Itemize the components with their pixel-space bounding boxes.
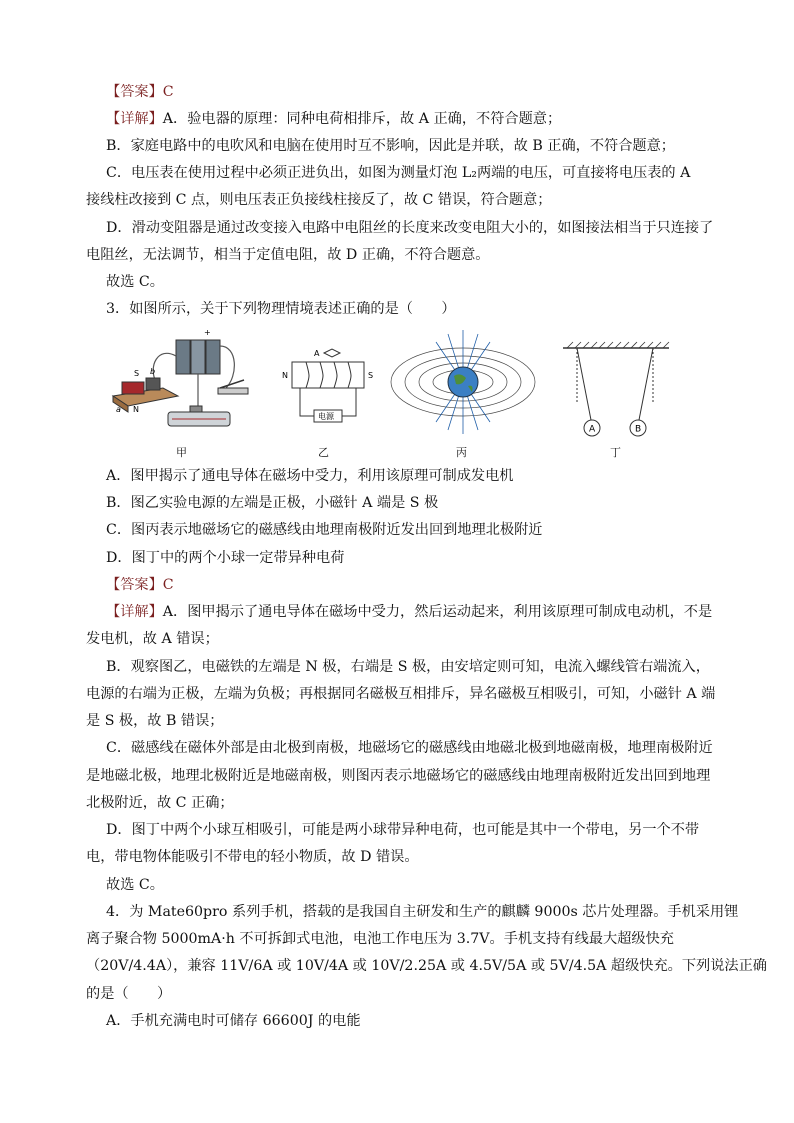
jia-label-b: b	[150, 367, 156, 376]
jia-label-N: N	[133, 405, 139, 414]
q3-detail-c-line2: 是地磁北极，地理北极附近是地磁南极，则图丙表示地磁场它的磁感线由地理南极附近发出回到地理	[86, 768, 711, 784]
yi-label-A: A	[314, 349, 320, 358]
q3-detail-b-line2: 电源的右端为正极，左端为负极；再根据同名磁极互相排斥，异名磁极互相吸引，可知，小磁针 A 端	[86, 686, 716, 702]
q4-stem-line3: （20V/4.4A），兼容 11V/6A 或 10V/4A 或 10V/2.25A 或 4.5V/5A 或 5V/4.5A 超级快充。下列说法正确	[86, 958, 767, 974]
q4-stem-line4: 的是（ ）	[86, 986, 172, 1002]
battery-plus-label: +	[204, 328, 211, 337]
q3-option-d: D．图丁中的两个小球一定带异种电荷	[106, 550, 345, 566]
ball-A-label: A	[589, 424, 596, 435]
jia-label-a: a	[116, 405, 121, 414]
q2-detail-a	[106, 109, 561, 129]
q2-detail-c-line2: 接线柱改接到 C 点，则电压表正负接线柱接反了，故 C 错误，符合题意；	[86, 192, 552, 208]
figure-yi-caption: 乙	[318, 446, 329, 459]
q3-detail-tag: 【详解】	[106, 604, 163, 620]
yi-label-N: N	[282, 371, 288, 380]
figure-jia-caption: 甲	[176, 446, 187, 459]
yi-power-label: 电源	[318, 412, 334, 421]
q3-stem: 3．如图所示，关于下列物理情境表述正确的是（ ）	[106, 301, 456, 317]
q2-detail-c-line1: C．电压表在使用过程中必须正进负出，如图为测量灯泡 L₂两端的电压，可直接将电压表的 A	[106, 165, 691, 181]
q3-detail-c-line3: 北极附近，故 C 正确；	[86, 795, 234, 811]
q3-option-c: C．图丙表示地磁场它的磁感线由地理南极附近发出回到地理北极附近	[106, 522, 543, 538]
q2-detail-d-line2: 电阻丝，无法调节，相当于定值电阻，故 D 正确，不符合题意。	[86, 247, 490, 263]
figure-bing	[388, 328, 538, 444]
q3-detail-d-line2: 电，带电物体能吸引不带电的轻小物质，故 D 错误。	[86, 849, 419, 865]
q3-detail-a-line2: 发电机，故 A 错误；	[86, 631, 219, 647]
yi-label-S: S	[368, 371, 374, 380]
figure-bing-caption: 丙	[456, 446, 467, 459]
q2-conclusion: 故选 C。	[106, 274, 164, 290]
q3-detail-d-line1: D．图丁中两个小球互相吸引，可能是两小球带异种电荷，也可能是其中一个带电，另一个不带	[106, 822, 700, 838]
q3-answer: 【答案】C	[106, 577, 174, 593]
q2-detail-a-text: A．验电器的原理：同种电荷相排斥，故 A 正确，不符合题意；	[162, 111, 562, 127]
figure-yi	[276, 346, 386, 446]
figure-ding	[563, 326, 673, 444]
q3-detail-b-line3: 是 S 极，故 B 错误；	[86, 713, 224, 729]
q3-option-b: B．图乙实验电源的左端是正极，小磁针 A 端是 S 极	[106, 495, 439, 511]
q3-detail-c-line1: C．磁感线在磁体外部是由北极到南极，地磁场它的磁感线由地磁北极到地磁南极，地理南极附近	[106, 740, 713, 756]
q3-detail-a-line1	[106, 602, 712, 622]
q2-detail-d-line1: D．滑动变阻器是通过改变接入电路中电阻丝的长度来改变电阻大小的，如图接法相当于只连接了	[106, 220, 714, 236]
q3-detail-b-line1: B．观察图乙，电磁铁的左端是 N 极，右端是 S 极，由安培定则可知，电流入螺线管右端流入，	[106, 659, 710, 675]
figure-jia	[108, 326, 258, 444]
q4-option-a: A．手机充满电时可储存 66600J 的电能	[106, 1013, 361, 1029]
q2-detail-tag: 【详解】	[106, 111, 163, 127]
q2-detail-b: B．家庭电路中的电吹风和电脑在使用时互不影响，因此是并联，故 B 正确，不符合题意；	[106, 138, 675, 154]
figure-ding-caption: 丁	[610, 446, 621, 459]
q3-figures	[108, 326, 678, 462]
q2-answer: 【答案】C	[106, 84, 174, 100]
q3-detail-a-text: A．图甲揭示了通电导体在磁场中受力，然后运动起来，利用该原理可制成电动机，不是	[162, 604, 713, 620]
q4-stem-line2: 离子聚合物 5000mA·h 不可拆卸式电池，电池工作电压为 3.7V。手机支持有线最大超级快充	[86, 931, 674, 947]
q3-conclusion: 故选 C。	[106, 877, 164, 893]
q4-stem-line1: 4．为 Mate60pro 系列手机，搭载的是我国自主研发和生产的麒麟 9000s 芯片处理器。手机采用锂	[106, 904, 739, 920]
q3-option-a: A．图甲揭示了通电导体在磁场中受力，利用该原理可制成发电机	[106, 468, 514, 484]
jia-label-S: S	[134, 369, 140, 378]
ball-B-label: B	[635, 424, 642, 435]
